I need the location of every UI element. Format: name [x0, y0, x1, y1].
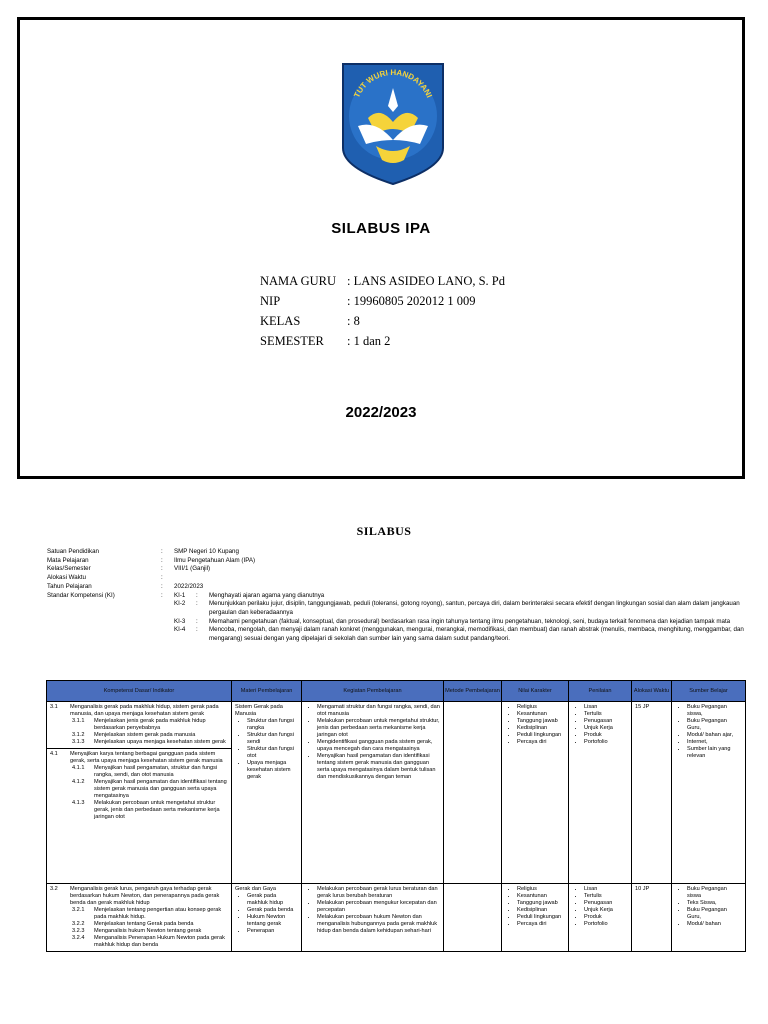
ki-code: KI-4 — [174, 626, 186, 634]
list-item: • Teks Siswa, — [687, 900, 742, 907]
tut-wuri-handayani-logo — [338, 60, 448, 188]
list-item: • Kesantunan — [517, 711, 565, 718]
sumber-cell — [672, 884, 746, 952]
indicator-text: Menjelaskan tentang Gerak pada benda — [94, 921, 194, 927]
identity-label: NAMA GURU — [260, 274, 337, 288]
alokasi-cell: 10 JP — [632, 884, 672, 952]
list-item: • Lisan — [584, 704, 628, 711]
indicator-text: Melakukan percobaan untuk mengetahui struktur gerak, jenis dan perbedaan serta mekanisme kerja jaringan otot — [94, 800, 220, 820]
list-item: • Buku Pegangan Guru, — [687, 718, 742, 732]
identity-label: KELAS — [260, 314, 301, 328]
indicator-text: Menjelaskan upaya menjaga kesehatan sistem gerak — [94, 739, 226, 745]
identity-row-name — [260, 274, 505, 294]
materi-cell — [232, 884, 302, 952]
sumber-list — [675, 886, 742, 928]
list-item: • Kesantunan — [517, 893, 565, 900]
ki-colon: : — [196, 591, 198, 599]
indicator-number: 3.1.1 — [72, 718, 85, 724]
list-item: • Religius — [517, 704, 565, 711]
meta-label: Alokasi Waktu — [47, 574, 86, 582]
list-item: • Melakukan percobaan hukum Newton dan menganalisis hubungannya pada gerak makhluk hidup dan benda dalam kehidupan sehari-hari — [317, 914, 440, 935]
indicator-number: 3.2.3 — [72, 928, 85, 934]
list-item: • Peduli lingkungan — [517, 914, 565, 921]
meta-value: SMP Negeri 10 Kupang — [174, 548, 239, 555]
penilaian-list — [572, 886, 628, 928]
meta-label: Tahun Pelajaran — [47, 582, 92, 590]
kd-number: 3.2 — [50, 886, 58, 892]
indicator-number: 4.1.3 — [72, 800, 85, 806]
indicator-text: Menjelaskan tentang pengertian atau konsep gerak pada makhluk hidup. — [94, 907, 222, 920]
col-header: Metode Pembelajaran — [444, 681, 502, 702]
silabus-meta — [47, 548, 747, 644]
meta-colon: : — [161, 574, 163, 582]
metode-cell — [444, 702, 502, 884]
list-item: • Mengamati struktur dan fungsi rangka, sendi, dan otot manusia — [317, 704, 440, 718]
table-row — [47, 702, 746, 884]
teacher-identity — [260, 274, 505, 354]
nilai-list — [505, 704, 565, 746]
sumber-list — [675, 704, 742, 760]
indicator-number: 3.1.2 — [72, 732, 85, 738]
indicator-text: Menganalisis hukum Newton tentang gerak — [94, 928, 202, 934]
meta-value: VIII/1 (Ganjil) — [174, 565, 211, 573]
kegiatan-list — [305, 704, 440, 781]
list-item: • Struktur dan fungsi sendi — [247, 732, 298, 746]
list-item: • Tertulis — [584, 893, 628, 900]
list-item: • Buku Pegangan siswa, — [687, 704, 742, 718]
kd-text: Menganalisis gerak lurus, pengaruh gaya terhadap gerak berdasarkan hukum Newton, dan penerapannya pada gerak benda dan gerak makhluk hidup — [70, 886, 220, 906]
kd-number: 4.1 — [50, 751, 58, 757]
list-item: • Melakukan percobaan mengukur kecepatan dan percepatan — [317, 900, 440, 914]
list-item: • Buku Pegangan siswa — [687, 886, 742, 900]
list-item: • Gerak pada benda — [247, 907, 298, 914]
list-item: • Sumber lain yang relevan — [687, 746, 742, 760]
list-item: • Kedisiplinan — [517, 907, 565, 914]
academic-year: 2022/2023 — [345, 404, 417, 421]
list-item: • Penerapan — [247, 928, 298, 935]
logo-motto: TUT WURI HANDAYANI — [352, 67, 434, 100]
identity-value: : LANS ASIDEO LANO, S. Pd — [347, 274, 506, 288]
list-item: • Melakukan percobaan gerak lurus beraturan dan gerak lurus berubah beraturan — [317, 886, 440, 900]
materi-title: Sistem Gerak pada Manusia — [235, 704, 283, 717]
identity-row-nip — [260, 294, 505, 314]
ki-text: Menunjukkan perilaku jujur, disiplin, tanggungjawab, peduli (toleransi, gotong royong), santun, percaya diri, dalam berinteraksi secara efektif dengan lingkungan sosial dan alam dalam jangkauan pergaulan dan keberadaannya — [209, 600, 740, 616]
meta-row — [47, 565, 747, 574]
meta-row — [47, 574, 747, 583]
list-item: • Tanggung jawab — [517, 718, 565, 725]
list-item: • Buku Pegangan Guru, — [687, 907, 742, 921]
meta-label: Standar Kompetensi (KI) — [47, 591, 115, 599]
meta-colon: : — [161, 556, 163, 564]
list-item: • Upaya menjaga kesehatan sistem gerak — [247, 760, 298, 781]
meta-value: 2022/2023 — [174, 582, 204, 590]
meta-colon: : — [161, 548, 163, 555]
kegiatan-cell — [302, 702, 444, 884]
table-row — [47, 884, 746, 952]
kd-cell — [47, 884, 232, 952]
list-item: • Hukum Newton tentang gerak — [247, 914, 298, 928]
metode-cell — [444, 884, 502, 952]
col-header: Sumber Belajar — [672, 681, 746, 702]
meta-colon: : — [161, 591, 163, 599]
kegiatan-cell — [302, 884, 444, 952]
identity-value: : 8 — [347, 314, 360, 328]
list-item: • Tanggung jawab — [517, 900, 565, 907]
identity-row-semester — [260, 334, 505, 354]
indicator-number: 3.2.4 — [72, 935, 85, 941]
ki-text: Memahami pengetahuan (faktual, konseptual, dan prosedural) berdasarkan rasa ingin tahunya tentang ilmu pengetahuan, teknologi, seni, budaya terkait fenomena dan kejadian tampak mata — [209, 617, 731, 625]
cover-title: SILABUS IPA — [331, 220, 431, 237]
ki-code: KI-1 — [174, 591, 186, 599]
list-item: • Penugasan — [584, 900, 628, 907]
meta-colon: : — [161, 582, 163, 590]
list-item: • Produk — [584, 914, 628, 921]
cover-page — [17, 17, 745, 479]
indicator-text: Menganalisis Penerapan Hukum Newton pada gerak makhluk hidup dan benda — [94, 935, 225, 948]
list-item: • Peduli lingkungan — [517, 732, 565, 739]
table-header-row — [47, 681, 746, 702]
meta-colon: : — [161, 565, 163, 573]
indicator-number: 3.2.2 — [72, 921, 85, 927]
list-item: • Penugasan — [584, 718, 628, 725]
silabus-title: SILABUS — [356, 524, 412, 538]
list-item: • Struktur dan fungsi otot — [247, 746, 298, 760]
list-item: • Unjuk Kerja — [584, 907, 628, 914]
divider — [47, 748, 231, 749]
kd-text: Menyajikan karya tentang berbagai gangguan pada sistem gerak, serta upaya menjaga kesehatan sistem gerak manusia — [70, 751, 223, 764]
meta-row — [47, 592, 747, 601]
col-header: Nilai Karakter — [502, 681, 569, 702]
meta-label: Satuan Pendidikan — [47, 548, 99, 555]
ki-colon: : — [196, 600, 198, 608]
indicator-number: 4.1.2 — [72, 779, 85, 785]
list-item: • Modul/ bahan — [687, 921, 742, 928]
col-header: Kompetensi Dasar/ Indikator — [47, 681, 232, 702]
list-item: • Percaya diri — [517, 921, 565, 928]
list-item: • Tertulis — [584, 711, 628, 718]
alokasi-cell: 15 JP — [632, 702, 672, 884]
identity-row-class — [260, 314, 505, 334]
meta-label: Kelas/Semester — [47, 565, 91, 573]
ki-colon: : — [196, 626, 198, 634]
penilaian-cell — [569, 702, 632, 884]
kd-cell — [47, 702, 232, 884]
identity-label: SEMESTER — [260, 334, 324, 348]
ki-row — [47, 600, 747, 617]
list-item: • Unjuk Kerja — [584, 725, 628, 732]
kd-text: Menganalisis gerak pada makhluk hidup, sistem gerak pada manusia, dan upaya menjaga kesehatan sistem gerak — [70, 704, 219, 717]
penilaian-list — [572, 704, 628, 746]
indicator-text: Menyajikan hasil pengamatan dan identifikasi tentang sistem gerak manusia dan gangguan serta upaya mengatasinya — [94, 779, 227, 799]
ki-text: Mencoba, mengolah, dan menyaji dalam ranah konkret (menggunakan, mengurai, merangkai, memodifikasi, dan membuat) dan ranah abstrak (menulis, membaca, menghitung, menggambar, dan mengarang) sesuai dengan yang dipelajari di sekolah dan sumber lain yang sama dalam sudut pandang/teori. — [209, 626, 744, 643]
sumber-cell — [672, 702, 746, 884]
indicator-text: Menjelaskan sistem gerak pada manusia — [94, 732, 196, 738]
list-item: • Portofolio — [584, 739, 628, 746]
list-item: • Internet, — [687, 739, 742, 746]
ki-text: Menghayati ajaran agama yang dianutnya — [209, 591, 325, 599]
list-item: • Percaya diri — [517, 739, 565, 746]
ki-row — [47, 626, 747, 643]
kegiatan-list — [305, 886, 440, 935]
meta-row — [47, 583, 747, 592]
materi-list — [235, 718, 298, 781]
materi-list — [235, 893, 298, 935]
kd-number: 3.1 — [50, 704, 58, 710]
indicator-number: 3.2.1 — [72, 907, 85, 913]
list-item: • Portofolio — [584, 921, 628, 928]
materi-title: Gerak dan Gaya — [235, 886, 277, 892]
ki-code: KI-3 — [174, 617, 186, 625]
meta-label: Mata Pelajaran — [47, 556, 89, 564]
meta-value: Ilmu Pengetahuan Alam (IPA) — [174, 556, 256, 564]
materi-cell — [232, 702, 302, 884]
meta-row — [47, 557, 747, 566]
list-item: • Melakukan percobaan untuk mengetahui struktur, jenis dan perbedaan serta mekanisme kerja jaringan otot — [317, 718, 440, 739]
identity-value: : 1 dan 2 — [347, 334, 391, 348]
list-item: • Menyajikan hasil pengamatan dan identifikasi tentang sistem gerak manusia dan gangguan serta upaya mengatasinya dalam bentuk tulisan dan mendiskusikannya dengan teman — [317, 753, 440, 781]
list-item: • Kedisiplinan — [517, 725, 565, 732]
meta-row — [47, 548, 747, 557]
list-item: • Struktur dan fungsi rangka — [247, 718, 298, 732]
ki-row — [47, 618, 747, 627]
col-header: Penilaian — [569, 681, 632, 702]
col-header: Kegiatan Pembelajaran — [302, 681, 444, 702]
indicator-text: Menjelaskan jenis gerak pada makhluk hidup berdasarkan penyebabnya — [94, 718, 206, 731]
penilaian-cell — [569, 884, 632, 952]
list-item: • Mengidentifikasi gangguan pada sistem gerak, upaya mencegah dan cara mengatasinya — [317, 739, 440, 753]
list-item: • Lisan — [584, 886, 628, 893]
nilai-list — [505, 886, 565, 928]
indicator-number: 3.1.3 — [72, 739, 85, 745]
list-item: • Modul/ bahan ajar, — [687, 732, 742, 739]
silabus-table — [46, 680, 746, 952]
indicator-number: 4.1.1 — [72, 765, 85, 771]
indicator-text: Menyajikan hasil pengamatan, struktur dan fungsi rangka, sendi, dan otot manusia — [94, 765, 218, 778]
ki-code: KI-2 — [174, 600, 186, 608]
nilai-cell — [502, 702, 569, 884]
col-header: Alokasi Waktu — [632, 681, 672, 702]
list-item: • Gerak pada makhluk hidup — [247, 893, 298, 907]
identity-label: NIP — [260, 294, 281, 308]
nilai-cell — [502, 884, 569, 952]
list-item: • Produk — [584, 732, 628, 739]
ki-colon: : — [196, 617, 198, 625]
col-header: Materi Pembelajaran — [232, 681, 302, 702]
list-item: • Religius — [517, 886, 565, 893]
identity-value: : 19960805 202012 1 009 — [347, 294, 476, 308]
